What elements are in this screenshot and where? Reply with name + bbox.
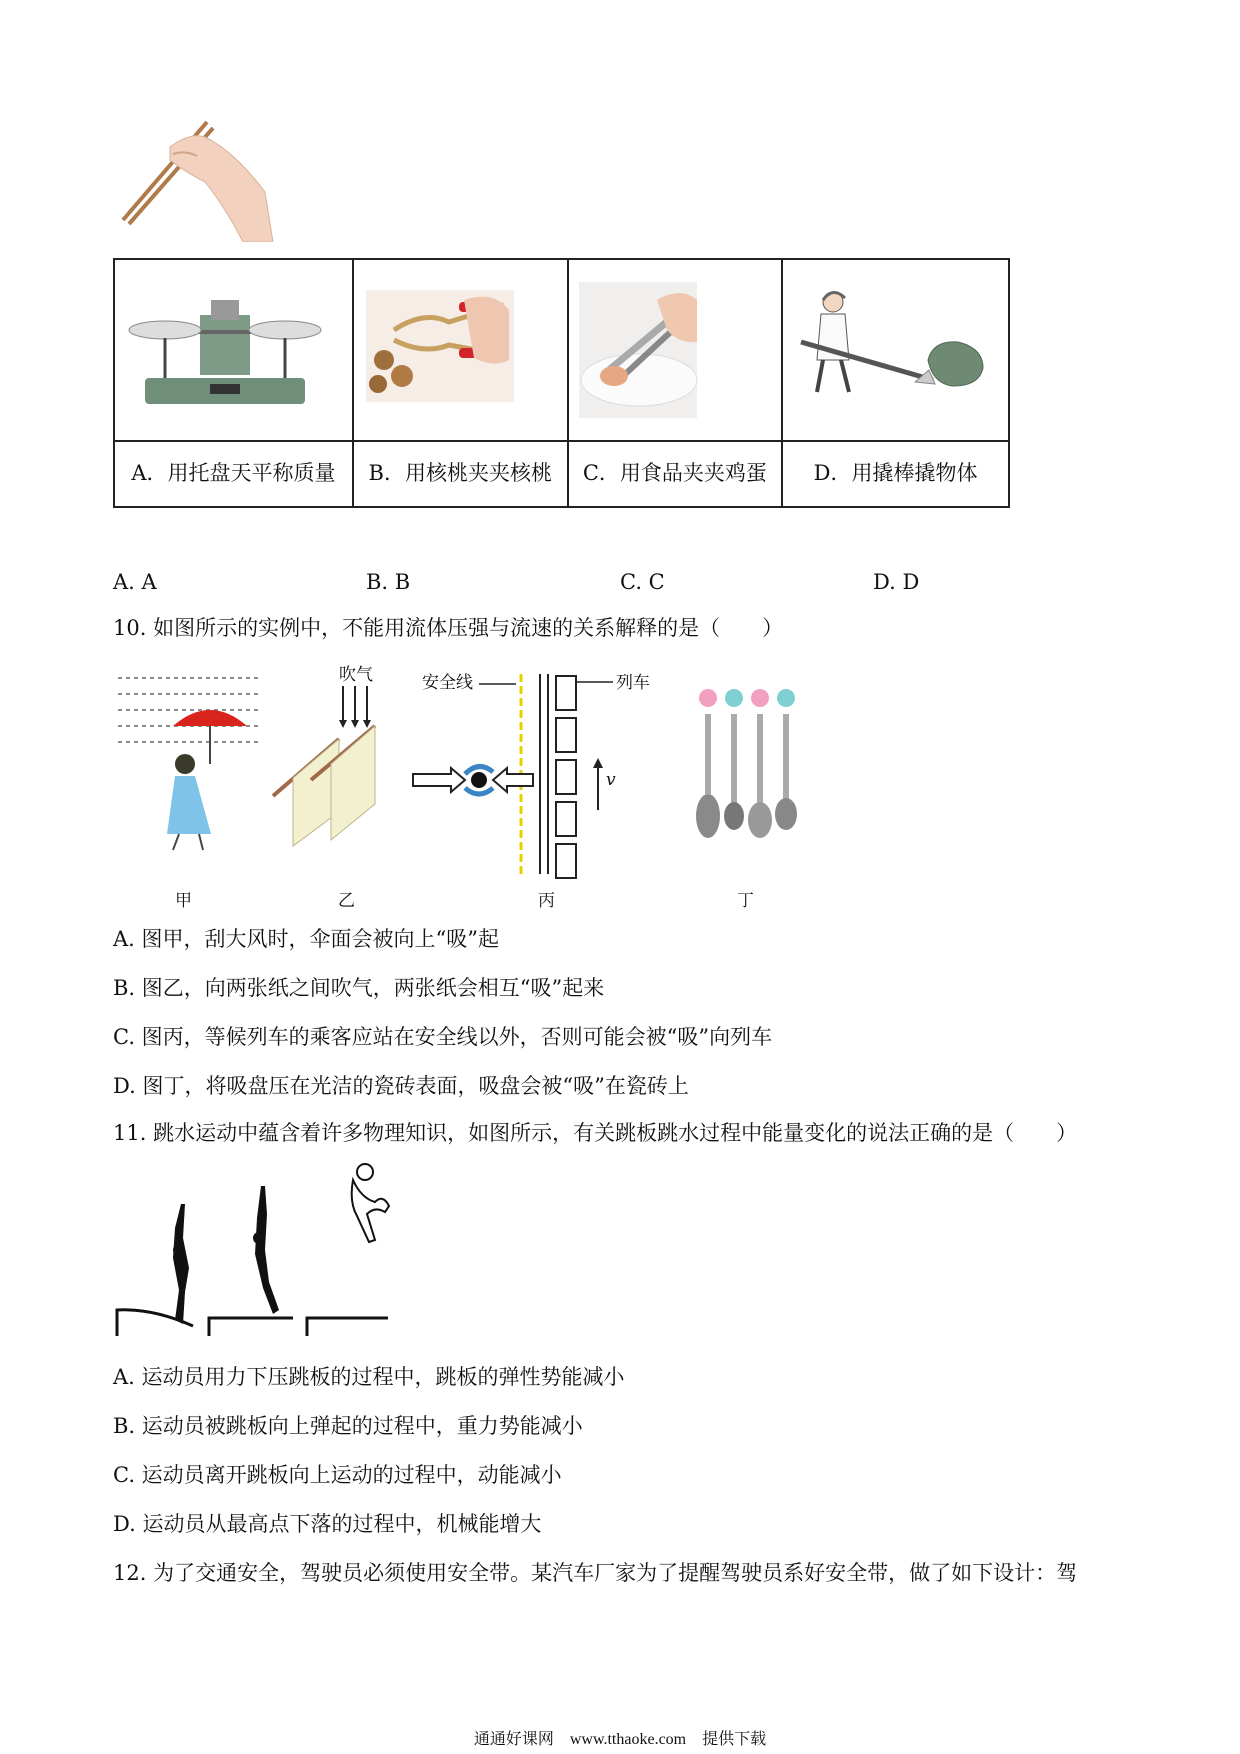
balance-scale-image: [115, 260, 349, 440]
q9-choice-a[interactable]: A. A: [113, 570, 157, 594]
crowbar-image: [783, 260, 1005, 440]
option-a-caption: A．用托盘天平称质量: [114, 441, 353, 507]
option-a-image-cell: [114, 259, 353, 441]
q10-option-a[interactable]: A. 图甲，刮大风时，伞面会被向上“吸”起: [113, 927, 499, 951]
label-blow: 吹气: [339, 665, 373, 685]
label-train: 列车: [616, 673, 650, 693]
q11-option-b[interactable]: B. 运动员被跳板向上弹起的过程中，重力势能减小: [113, 1414, 583, 1438]
option-b-caption: B．用核桃夹夹核桃: [353, 441, 568, 507]
label-ding: 丁: [737, 891, 754, 911]
nutcracker-image: [354, 260, 564, 440]
figure-bing-platform: [413, 674, 613, 878]
label-yi: 乙: [338, 891, 355, 911]
figure-jia-umbrella: [118, 678, 258, 850]
page-footer: 通通好课网 www.tthaoke.com 提供下载: [473, 1731, 767, 1748]
chopsticks-image: [115, 112, 275, 242]
figure-ding-suction-hooks: [696, 689, 797, 838]
q11-option-c[interactable]: C. 运动员离开跳板向上运动的过程中，动能减小: [113, 1463, 562, 1487]
q10-option-c[interactable]: C. 图丙，等候列车的乘客应站在安全线以外，否则可能会被“吸”向列车: [113, 1025, 773, 1049]
q10-option-b[interactable]: B. 图乙，向两张纸之间吹气，两张纸会相互“吸”起来: [113, 976, 605, 1000]
option-d-caption: D．用撬棒撬物体: [782, 441, 1009, 507]
q10-figure: [113, 664, 813, 914]
q10-stem: 10. 如图所示的实例中，不能用流体压强与流速的关系解释的是（ ）: [113, 616, 784, 640]
q9-choice-d[interactable]: D. D: [873, 570, 920, 594]
q11-option-d[interactable]: D. 运动员从最高点下落的过程中，机械能增大: [113, 1512, 542, 1536]
q9-choice-c[interactable]: C. C: [620, 570, 665, 594]
label-v: v: [606, 770, 616, 790]
q12-stem: 12. 为了交通安全，驾驶员必须使用安全带。某汽车厂家为了提醒驾驶员系好安全带，做了如下设计：驾: [113, 1561, 1078, 1585]
q9-choice-b[interactable]: B. B: [366, 570, 411, 594]
option-c-image-cell: [568, 259, 783, 441]
q11-diving-figure: [113, 1158, 413, 1348]
label-bing: 丙: [538, 891, 555, 911]
figure-yi-papers: [273, 686, 375, 846]
q11-stem: 11. 跳水运动中蕴含着许多物理知识，如图所示，有关跳板跳水过程中能量变化的说法正确的是（ ）: [113, 1121, 1078, 1145]
label-safety-line: 安全线: [422, 673, 473, 693]
q9-options-table: [113, 258, 1010, 508]
option-c-caption: C．用食品夹夹鸡蛋: [568, 441, 783, 507]
food-tongs-image: [569, 260, 779, 440]
label-jia: 甲: [175, 891, 192, 911]
q10-option-d[interactable]: D. 图丁，将吸盘压在光洁的瓷砖表面，吸盘会被“吸”在瓷砖上: [113, 1074, 689, 1098]
option-b-image-cell: [353, 259, 568, 441]
q11-option-a[interactable]: A. 运动员用力下压跳板的过程中，跳板的弹性势能减小: [113, 1365, 625, 1389]
option-d-image-cell: [782, 259, 1009, 441]
